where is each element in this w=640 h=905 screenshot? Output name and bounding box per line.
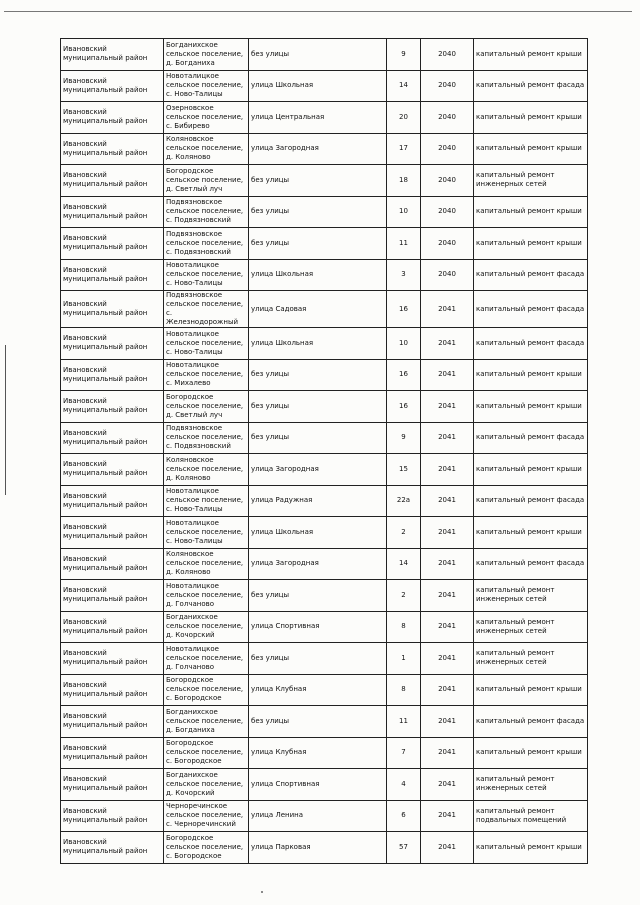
table-row: [61, 259, 588, 291]
left-scan-mark: [5, 345, 6, 495]
work-type-cell: капитальный ремонт крыши: [474, 517, 588, 549]
district-cell: Ивановский муниципальный район: [61, 737, 164, 769]
year-cell: 2041: [421, 391, 474, 423]
work-type-cell: капитальный ремонт крыши: [474, 102, 588, 134]
year-cell: 2041: [421, 706, 474, 738]
settlement-cell: Новоталицкое сельское поселение, с. Михалево: [164, 359, 249, 391]
district-cell: Ивановский муниципальный район: [61, 259, 164, 291]
work-type-cell: капитальный ремонт крыши: [474, 391, 588, 423]
house-number-cell: 9: [387, 422, 421, 454]
settlement-cell: Подвязновское сельское поселение, с. Подвязновский: [164, 228, 249, 260]
house-number-cell: 10: [387, 328, 421, 360]
street-cell: улица Загородная: [249, 548, 387, 580]
district-cell: Ивановский муниципальный район: [61, 706, 164, 738]
house-number-cell: 7: [387, 737, 421, 769]
street-cell: без улицы: [249, 359, 387, 391]
district-cell: Ивановский муниципальный район: [61, 548, 164, 580]
street-cell: улица Спортивная: [249, 611, 387, 643]
work-type-cell: капитальный ремонт инженерных сетей: [474, 611, 588, 643]
house-number-cell: 10: [387, 196, 421, 228]
house-number-cell: 1: [387, 643, 421, 675]
district-cell: Ивановский муниципальный район: [61, 800, 164, 832]
street-cell: улица Клубная: [249, 737, 387, 769]
table-row: [61, 548, 588, 580]
table-row: [61, 674, 588, 706]
table-row: [61, 800, 588, 832]
settlement-cell: Богданихское сельское поселение, д. Богданиха: [164, 39, 249, 71]
work-type-cell: капитальный ремонт инженерных сетей: [474, 643, 588, 675]
year-cell: 2041: [421, 359, 474, 391]
house-number-cell: 8: [387, 674, 421, 706]
street-cell: улица Радужная: [249, 485, 387, 517]
house-number-cell: 11: [387, 228, 421, 260]
table-row: [61, 39, 588, 71]
year-cell: 2041: [421, 517, 474, 549]
year-cell: 2041: [421, 422, 474, 454]
settlement-cell: Новоталицкое сельское поселение, д. Голчаново: [164, 643, 249, 675]
district-cell: Ивановский муниципальный район: [61, 165, 164, 197]
table-row: [61, 517, 588, 549]
house-number-cell: 16: [387, 391, 421, 423]
work-type-cell: капитальный ремонт подвальных помещений: [474, 800, 588, 832]
work-type-cell: капитальный ремонт фасада: [474, 70, 588, 102]
work-type-cell: капитальный ремонт фасада: [474, 259, 588, 291]
street-cell: улица Школьная: [249, 70, 387, 102]
year-cell: 2041: [421, 548, 474, 580]
work-type-cell: капитальный ремонт крыши: [474, 39, 588, 71]
settlement-cell: Богданихское сельское поселение, д. Богданиха: [164, 706, 249, 738]
house-number-cell: 17: [387, 133, 421, 165]
street-cell: без улицы: [249, 391, 387, 423]
settlement-cell: Богородское сельское поселение, с. Богородское: [164, 832, 249, 864]
district-cell: Ивановский муниципальный район: [61, 359, 164, 391]
district-cell: Ивановский муниципальный район: [61, 454, 164, 486]
street-cell: улица Спортивная: [249, 769, 387, 801]
street-cell: без улицы: [249, 196, 387, 228]
district-cell: Ивановский муниципальный район: [61, 485, 164, 517]
district-cell: Ивановский муниципальный район: [61, 769, 164, 801]
house-number-cell: 57: [387, 832, 421, 864]
table-body: [61, 39, 588, 864]
house-number-cell: 16: [387, 291, 421, 328]
district-cell: Ивановский муниципальный район: [61, 228, 164, 260]
house-number-cell: 15: [387, 454, 421, 486]
table-row: [61, 485, 588, 517]
settlement-cell: Богородское сельское поселение, д. Светлый луч: [164, 165, 249, 197]
house-number-cell: 6: [387, 800, 421, 832]
house-number-cell: 4: [387, 769, 421, 801]
settlement-cell: Коляновское сельское поселение, д. Коляново: [164, 454, 249, 486]
street-cell: улица Центральная: [249, 102, 387, 134]
settlement-cell: Богданихское сельское поселение, д. Кочорский: [164, 769, 249, 801]
table-row: [61, 133, 588, 165]
district-cell: Ивановский муниципальный район: [61, 422, 164, 454]
settlement-cell: Богородское сельское поселение, с. Богородское: [164, 674, 249, 706]
district-cell: Ивановский муниципальный район: [61, 196, 164, 228]
settlement-cell: Коляновское сельское поселение, д. Коляново: [164, 548, 249, 580]
street-cell: без улицы: [249, 39, 387, 71]
house-number-cell: 9: [387, 39, 421, 71]
street-cell: без улицы: [249, 228, 387, 260]
street-cell: без улицы: [249, 706, 387, 738]
year-cell: 2040: [421, 70, 474, 102]
year-cell: 2040: [421, 259, 474, 291]
year-cell: 2041: [421, 291, 474, 328]
work-type-cell: капитальный ремонт крыши: [474, 832, 588, 864]
district-cell: Ивановский муниципальный район: [61, 133, 164, 165]
top-scan-line: [4, 11, 632, 12]
table-row: [61, 454, 588, 486]
settlement-cell: Богородское сельское поселение, с. Богородское: [164, 737, 249, 769]
house-number-cell: 18: [387, 165, 421, 197]
settlement-cell: Подвязновское сельское поселение, с. Подвязновский: [164, 422, 249, 454]
district-cell: Ивановский муниципальный район: [61, 328, 164, 360]
settlement-cell: Подвязновское сельское поселение, с. Железнодорожный: [164, 291, 249, 328]
district-cell: Ивановский муниципальный район: [61, 517, 164, 549]
settlement-cell: Богородское сельское поселение, д. Светлый луч: [164, 391, 249, 423]
work-type-cell: капитальный ремонт фасада: [474, 291, 588, 328]
year-cell: 2041: [421, 580, 474, 612]
work-type-cell: капитальный ремонт крыши: [474, 737, 588, 769]
year-cell: 2040: [421, 228, 474, 260]
house-number-cell: 2: [387, 580, 421, 612]
table-row: [61, 228, 588, 260]
settlement-cell: Подвязновское сельское поселение, с. Подвязновский: [164, 196, 249, 228]
street-cell: без улицы: [249, 422, 387, 454]
street-cell: улица Школьная: [249, 328, 387, 360]
table-row: [61, 611, 588, 643]
year-cell: 2041: [421, 454, 474, 486]
street-cell: без улицы: [249, 643, 387, 675]
house-number-cell: 8: [387, 611, 421, 643]
year-cell: 2041: [421, 800, 474, 832]
year-cell: 2041: [421, 611, 474, 643]
district-cell: Ивановский муниципальный район: [61, 102, 164, 134]
district-cell: Ивановский муниципальный район: [61, 291, 164, 328]
year-cell: 2040: [421, 133, 474, 165]
settlement-cell: Новоталицкое сельское поселение, с. Ново-Талицы: [164, 70, 249, 102]
year-cell: 2041: [421, 643, 474, 675]
table-row: [61, 359, 588, 391]
work-type-cell: капитальный ремонт инженерных сетей: [474, 165, 588, 197]
street-cell: улица Школьная: [249, 259, 387, 291]
year-cell: 2041: [421, 674, 474, 706]
settlement-cell: Черноречинское сельское поселение, с. Черноречинский: [164, 800, 249, 832]
street-cell: улица Ленина: [249, 800, 387, 832]
street-cell: улица Садовая: [249, 291, 387, 328]
work-type-cell: капитальный ремонт крыши: [474, 454, 588, 486]
settlement-cell: Коляновское сельское поселение, д. Коляново: [164, 133, 249, 165]
table-row: [61, 70, 588, 102]
street-cell: без улицы: [249, 165, 387, 197]
district-cell: Ивановский муниципальный район: [61, 832, 164, 864]
table-row: [61, 391, 588, 423]
house-number-cell: 16: [387, 359, 421, 391]
work-type-cell: капитальный ремонт фасада: [474, 485, 588, 517]
settlement-cell: Новоталицкое сельское поселение, с. Ново-Талицы: [164, 517, 249, 549]
street-cell: улица Клубная: [249, 674, 387, 706]
work-type-cell: капитальный ремонт фасада: [474, 548, 588, 580]
settlement-cell: Новоталицкое сельское поселение, с. Ново-Талицы: [164, 485, 249, 517]
street-cell: улица Школьная: [249, 517, 387, 549]
settlement-cell: Озерновское сельское поселение, с. Бибирево: [164, 102, 249, 134]
work-type-cell: капитальный ремонт фасада: [474, 706, 588, 738]
work-type-cell: капитальный ремонт крыши: [474, 674, 588, 706]
table-row: [61, 580, 588, 612]
scan-dot: [261, 891, 263, 893]
house-number-cell: 20: [387, 102, 421, 134]
year-cell: 2040: [421, 165, 474, 197]
table-row: [61, 832, 588, 864]
table-row: [61, 737, 588, 769]
settlement-cell: Богданихское сельское поселение, д. Кочорский: [164, 611, 249, 643]
table-row: [61, 706, 588, 738]
repair-schedule-table: [60, 38, 588, 864]
settlement-cell: Новоталицкое сельское поселение, д. Голчаново: [164, 580, 249, 612]
district-cell: Ивановский муниципальный район: [61, 39, 164, 71]
work-type-cell: капитальный ремонт крыши: [474, 228, 588, 260]
year-cell: 2040: [421, 196, 474, 228]
house-number-cell: 2: [387, 517, 421, 549]
house-number-cell: 14: [387, 548, 421, 580]
house-number-cell: 14: [387, 70, 421, 102]
district-cell: Ивановский муниципальный район: [61, 643, 164, 675]
table-row: [61, 769, 588, 801]
district-cell: Ивановский муниципальный район: [61, 674, 164, 706]
work-type-cell: капитальный ремонт крыши: [474, 133, 588, 165]
table-row: [61, 196, 588, 228]
street-cell: улица Загородная: [249, 133, 387, 165]
table-row: [61, 422, 588, 454]
table-row: [61, 291, 588, 328]
district-cell: Ивановский муниципальный район: [61, 611, 164, 643]
street-cell: без улицы: [249, 580, 387, 612]
street-cell: улица Парковая: [249, 832, 387, 864]
work-type-cell: капитальный ремонт фасада: [474, 422, 588, 454]
year-cell: 2040: [421, 102, 474, 134]
house-number-cell: 11: [387, 706, 421, 738]
settlement-cell: Новоталицкое сельское поселение, с. Ново-Талицы: [164, 259, 249, 291]
work-type-cell: капитальный ремонт инженерных сетей: [474, 580, 588, 612]
work-type-cell: капитальный ремонт крыши: [474, 196, 588, 228]
street-cell: улица Загородная: [249, 454, 387, 486]
work-type-cell: капитальный ремонт инженерных сетей: [474, 769, 588, 801]
house-number-cell: 22а: [387, 485, 421, 517]
year-cell: 2041: [421, 832, 474, 864]
settlement-cell: Новоталицкое сельское поселение, с. Ново-Талицы: [164, 328, 249, 360]
table-row: [61, 102, 588, 134]
district-cell: Ивановский муниципальный район: [61, 70, 164, 102]
year-cell: 2041: [421, 737, 474, 769]
work-type-cell: капитальный ремонт крыши: [474, 359, 588, 391]
district-cell: Ивановский муниципальный район: [61, 391, 164, 423]
district-cell: Ивановский муниципальный район: [61, 580, 164, 612]
house-number-cell: 3: [387, 259, 421, 291]
year-cell: 2040: [421, 39, 474, 71]
table-row: [61, 165, 588, 197]
year-cell: 2041: [421, 769, 474, 801]
table-row: [61, 328, 588, 360]
year-cell: 2041: [421, 485, 474, 517]
work-type-cell: капитальный ремонт фасада: [474, 328, 588, 360]
year-cell: 2041: [421, 328, 474, 360]
table-row: [61, 643, 588, 675]
